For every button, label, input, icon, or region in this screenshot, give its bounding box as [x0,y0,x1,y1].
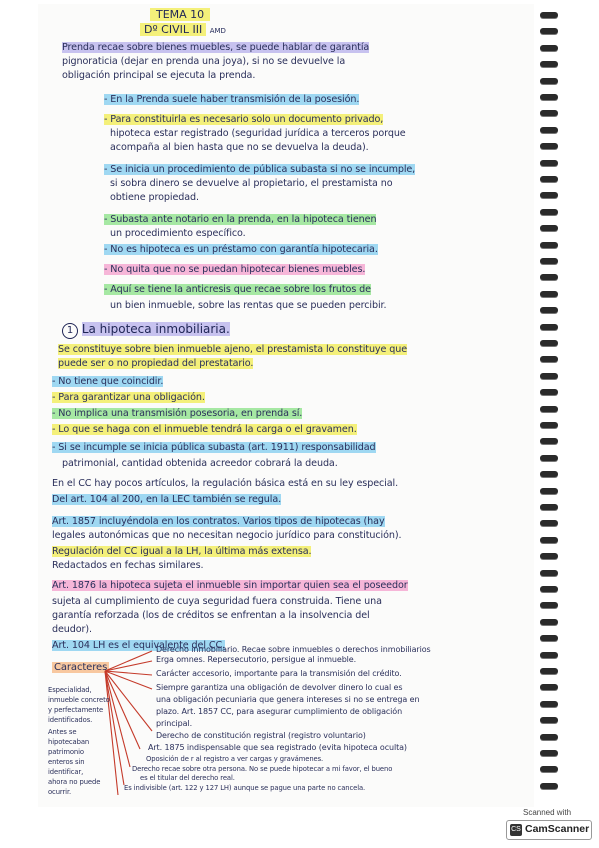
spiral-ring [540,356,558,362]
line-09: si sobra dinero se devuelve al propietario, el prestamista no [110,178,393,189]
line-16: un bien inmueble, sobre las rentas que se pueden percibir. [110,300,387,311]
spiral-ring [540,61,558,67]
camscanner-icon: CS [510,824,522,836]
scanned-with-label: Scanned with [522,808,572,817]
line-33: garantía reforzada (los de créditos se enfrentan a la insolvencia del [52,610,370,621]
spiral-ring [540,734,558,740]
spiral-ring [540,701,558,707]
line-29: Regulación del CC igual a la LH, la última más extensa. [52,546,312,557]
line-25: En el CC hay pocos artículos, la regulación básica está en su ley especial. [52,478,399,489]
spiral-ring [540,652,558,658]
line-02: pignoraticia (dejar en prenda una joya), si no se devuelve la [62,56,346,67]
line-30: Redactados en fechas similares. [52,560,204,571]
spiral-ring [540,94,558,100]
line-24: patrimonial, cantidad obtenida acreedor cobrará la deuda. [62,458,338,469]
spiral-ring [540,455,558,461]
spiral-ring [540,176,558,182]
spiral-ring [540,619,558,625]
spiral-ring [540,389,558,395]
camscanner-brand: CamScanner [525,823,590,835]
caracter-08: Derecho de constitución registral (registro voluntario) [156,731,366,740]
side-note-09: identificar, [48,768,84,776]
camscanner-watermark [502,808,592,842]
side-note-11: ocurrir. [48,788,72,796]
spiral-ring [540,438,558,444]
spiral-ring [540,143,558,149]
spiral-ring [540,373,558,379]
spiral-ring [540,750,558,756]
side-note-02: inmueble concreto [48,696,110,704]
line-17: Se constituye sobre bien inmueble ajeno, el prestamista lo constituye que [58,344,408,355]
side-note-03: y perfectamente [48,706,104,714]
side-note-07: patrimonio [48,748,84,756]
spiral-ring [540,553,558,559]
spiral-ring [540,586,558,592]
line-28: legales autonómicas que no necesitan negocio jurídico para constitución). [52,530,402,541]
caracter-11: Derecho recae sobre otra persona. No se puede hipotecar a mi favor, el bueno [132,765,393,773]
line-21: - No implica una transmisión posesoria, en prenda sí. [52,408,303,419]
spiral-ring [540,520,558,526]
caracter-03: Carácter accesorio, importante para la transmisión del crédito. [156,669,402,678]
caracter-04: Siempre garantiza una obligación de devolver dinero lo cual es [156,683,403,692]
line-06: hipoteca estar registrado (seguridad jurídica a terceros porque [110,128,406,139]
spiral-ring [540,783,558,789]
caracter-12: es el titular del derecho real. [140,774,235,782]
spiral-ring [540,78,558,84]
line-20: - Para garantizar una obligación. [52,392,205,403]
header-title: TEMA 10 [150,8,210,22]
spiral-ring [540,160,558,166]
spiral-ring [540,242,558,248]
spiral-ring [540,602,558,608]
side-note-04: identificados. [48,716,93,724]
caracteres-label: Caracteres [54,662,108,673]
spiral-ring [540,45,558,51]
spiral-ring [540,406,558,412]
spiral-ring [540,471,558,477]
side-note-05: Antes se [48,728,77,736]
spiral-ring [540,324,558,330]
spiral-ring [540,28,558,34]
line-15: - Aquí se tiene la anticresis que recae sobre los frutos de [104,284,371,295]
line-04: - En la Prenda suele haber transmisión de la posesión. [104,94,360,105]
header-subject: Dº CIVIL III AMD [140,23,226,38]
camscanner-logo [506,820,592,840]
side-note-01: Especialidad, [48,686,92,694]
spiral-ring [540,504,558,510]
line-26: Del art. 104 al 200, en la LEC también se regula. [52,494,282,505]
line-10: obtiene propiedad. [110,192,199,203]
spiral-ring [540,488,558,494]
line-23: - Si se incumple se inicia pública subasta (art. 1911) responsabilidad [52,442,376,453]
spiral-ring [540,110,558,116]
caracter-02: Erga omnes. Repersecutorio, persigue al inmueble. [156,655,357,664]
caracter-13: Es indivisible (art. 122 y 127 LH) aunque se pague una parte no cancela. [124,784,366,792]
spiral-ring [540,570,558,576]
line-31: Art. 1876 la hipoteca sujeta el inmueble sin importar quien sea el poseedor [52,580,408,591]
caracter-07: principal. [156,719,193,728]
line-08: - Se inicia un procedimiento de pública subasta si no se incumple, [104,164,416,175]
side-note-10: ahora no puede [48,778,101,786]
spiral-ring [540,12,558,18]
line-22: - Lo que se haga con el inmueble tendrá la carga o el gravamen. [52,424,357,435]
spiral-ring [540,766,558,772]
spiral-ring [540,274,558,280]
line-03: obligación principal se ejecuta la prenda. [62,70,256,81]
section-1-number: 1 [62,323,78,339]
spiral-ring [540,635,558,641]
line-13: - No es hipoteca es un préstamo con garantía hipotecaria. [104,244,378,255]
side-note-06: hipotecaban [48,738,90,746]
line-01: Prenda recae sobre bienes muebles, se puede hablar de garantía [62,42,370,53]
line-11: - Subasta ante notario en la prenda, en la hipoteca tienen [104,214,377,225]
spiral-ring [540,717,558,723]
caracter-10: Oposición de r al registro a ver cargas y gravámenes. [146,755,324,763]
spiral-ring [540,307,558,313]
side-note-08: enteros sin [48,758,85,766]
spiral-ring [540,192,558,198]
spiral-ring [540,291,558,297]
spiral-ring [540,209,558,215]
line-34: deudor). [52,624,92,635]
spiral-ring [540,668,558,674]
line-05: - Para constituirla es necesario solo un documento privado, [104,114,384,125]
line-12: un procedimiento específico. [110,228,246,239]
spiral-ring [540,258,558,264]
line-35: Art. 104 LH es el equivalente del CC. [52,640,226,651]
caracter-01: Derecho inmobiliario. Recae sobre inmuebles o derechos inmobiliarios [156,645,431,654]
spiral-ring [540,127,558,133]
line-27: Art. 1857 incluyéndola en los contratos. Varios tipos de hipotecas (hay [52,516,385,527]
spiral-ring [540,225,558,231]
line-32: sujeta al cumplimiento de cuya seguridad fuera construida. Tiene una [52,596,382,607]
spiral-ring [540,340,558,346]
spiral-ring [540,537,558,543]
caracter-09: Art. 1875 indispensable que sea registrado (evita hipoteca oculta) [148,743,407,752]
spiral-ring [540,422,558,428]
caracter-06: plazo. Art. 1857 CC, para asegurar cumplimiento de obligación [156,707,403,716]
line-14: - No quita que no se puedan hipotecar bienes muebles. [104,264,366,275]
line-07: acompaña al bien hasta que no se devuelva la deuda). [110,142,369,153]
line-18: puede ser o no propiedad del prestatario. [58,358,254,369]
caracter-05: una obligación pecuniaria que genera intereses si no se entrega en [156,695,420,704]
line-19: - No tiene que coincidir. [52,376,164,387]
spiral-ring [540,684,558,690]
spiral-binding [540,12,562,812]
section-1-heading: 1 La hipoteca inmobiliaria. [62,322,230,339]
